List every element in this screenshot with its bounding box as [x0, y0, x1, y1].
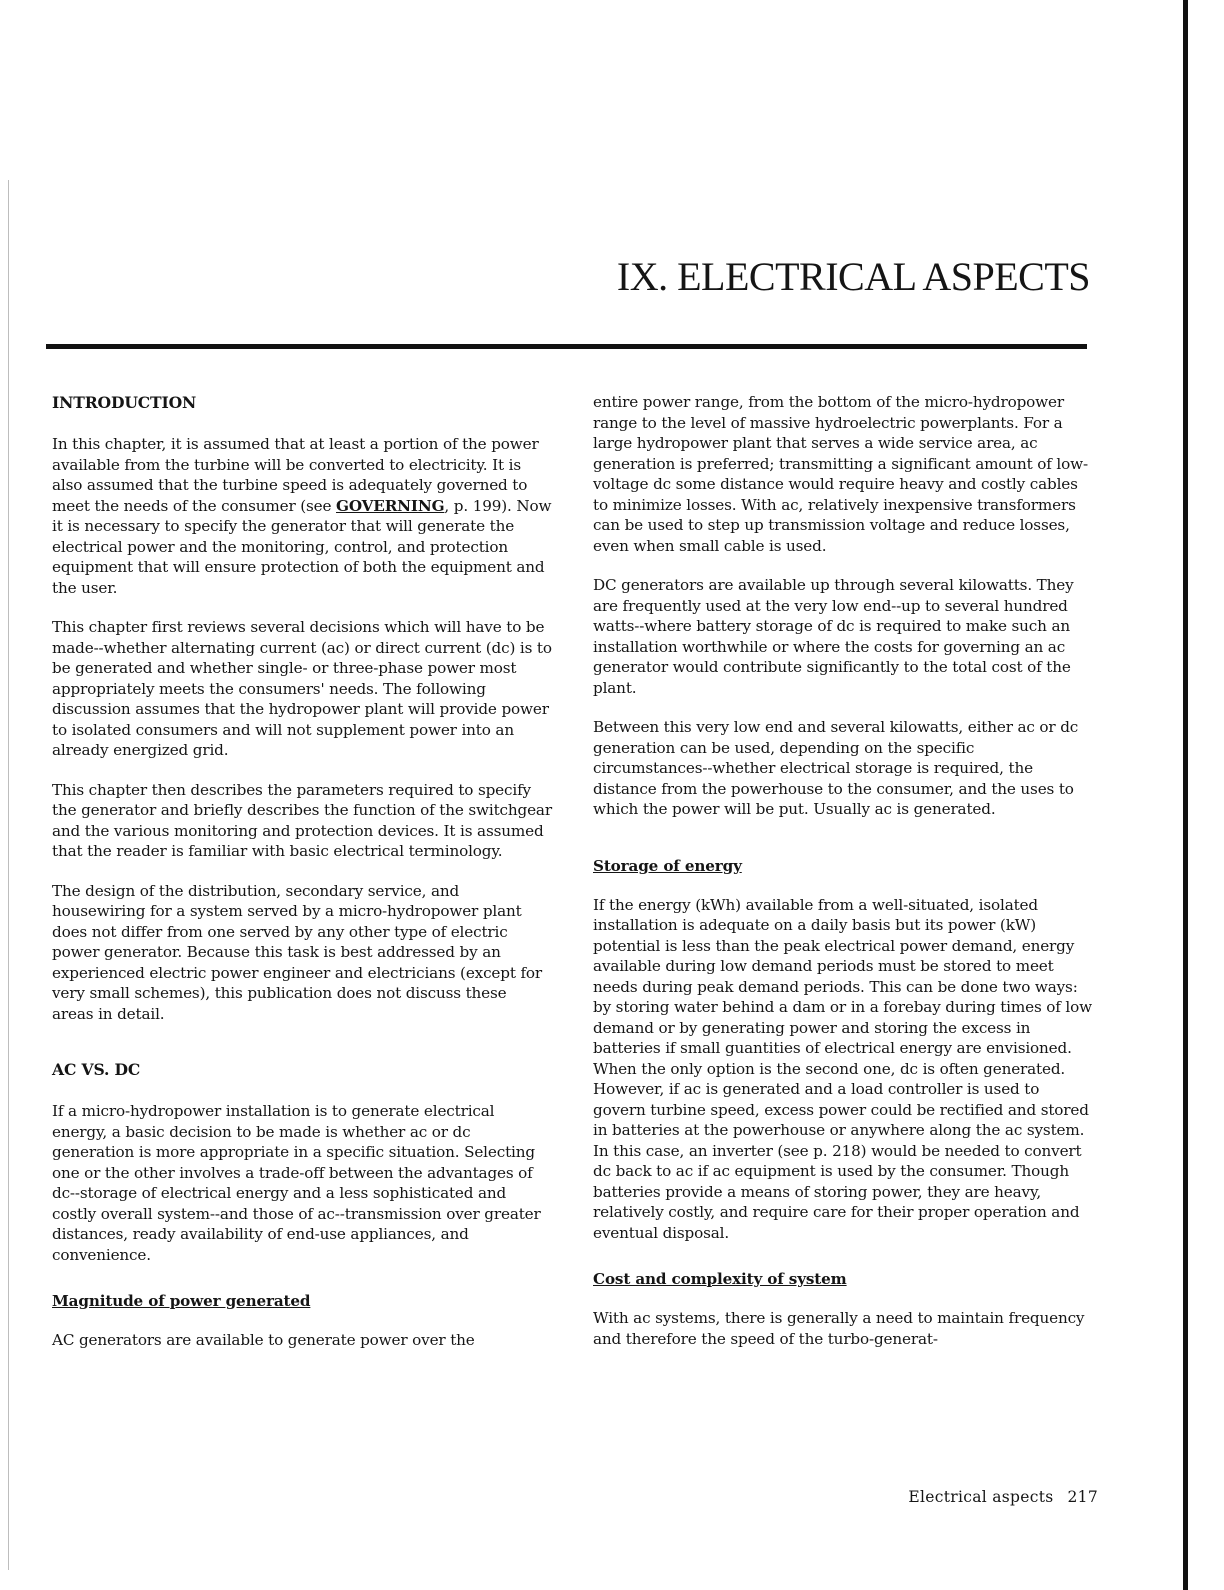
right-paragraph-3: Between this very low end and several kilowatts, either ac or dc generation can be used, depending on the specific circumstances--whether electrical storage is required, the distance from the powerhouse to the consumer, and the uses to which the power will be put. Usually ac is generated. — [593, 718, 1079, 818]
intro-p1-text-b: , p. 199). Now it is necessary to specify the generator that will generate the electrical power and the monitoring, control, and protection equipment that will ensure protection of both the equipment and the user. — [52, 496, 552, 597]
storage-paragraph: If the energy (kWh) available from a well-situated, isolated installation is adequate on a daily basis but its power (kW) potential is less than the peak electrical power demand, energy available during low demand periods must be stored to meet needs during peak demand periods. This can be done two ways: by storing water behind a dam or in a forebay during times of low demand or by generating power and storing the excess in batteries if small guantities of electrical energy are envisioned. When the only option is the second one, dc is often generated. However, if ac is generated and a load controller is used to govern turbine speed, excess power could be rectified and stored in batteries at the powerhouse or anywhere along the ac system. In this case, an inverter (see p. 218) would be needed to convert dc back to ac if ac equipment is used by the consumer. Though batteries provide a means of storing power, they are heavy, relatively costly, and require care for their proper operation and eventual disposal. — [593, 895, 1092, 1242]
ac-vs-dc-heading: AC VS. DC — [52, 1060, 141, 1079]
magnitude-paragraph: AC generators are available to generate power over the — [52, 1331, 475, 1349]
ac-vs-dc-paragraph: If a micro-hydropower installation is to generate electrical energy, a basic decision to be made is whether ac or dc generation is more appropriate in a specific situation. Selecting one or the other involves a trade-off between the advantages of dc--storage of electrical energy and a less sophisticated and costly overall system--and those of ac--transmission over greater distances, ready availability of end-use appliances, and convenience. — [52, 1102, 541, 1264]
right-paragraph-2: DC generators are available up through several kilowatts. They are frequently used at the very low end--up to several hundred watts--where battery storage of dc is required to make such an installation worthwhile or where the costs for governing an ac generator would contribute significantly to the total cost of the plant. — [593, 576, 1074, 697]
magnitude-heading: Magnitude of power generated — [52, 1292, 311, 1310]
right-column — [593, 392, 1093, 1368]
section-gap — [593, 839, 1093, 855]
page-number: 217 — [1067, 1488, 1098, 1506]
cost-heading: Cost and complexity of system — [593, 1270, 847, 1288]
page-footer — [908, 1488, 1098, 1506]
scan-edge-left — [8, 180, 9, 1570]
cost-paragraph: With ac systems, there is generally a need to maintain frequency and therefore the speed of the turbo-generat- — [593, 1309, 1085, 1348]
intro-p1-text-a: In this chapter, it is assumed that at least a portion of the power available from the turbine will be converted to electricity. It is also assumed that the turbine speed is adequately governed to meet the needs of the consumer (see — [52, 435, 539, 515]
right-paragraph-1: entire power range, from the bottom of the micro-hydropower range to the level of massive hydroelectric powerplants. For a large hydropower plant that serves a wide service area, ac generation is preferred; transmitting a significant amount of low-voltage dc some distance would require heavy and costly cables to minimize losses. With ac, relatively inexpensive transformers can be used to step up transmission voltage and reduce losses, even when small cable is used. — [593, 393, 1088, 555]
intro-paragraph-2: This chapter first reviews several decisions which will have to be made--whether alternating current (ac) or direct current (dc) is to be generated and whether single- or three-phase power most appropriately meets the consumers' needs. The following discussion assumes that the hydropower plant will provide power to isolated consumers and will not supplement power into an already energized grid. — [52, 618, 552, 759]
footer-section-label: Electrical aspects — [908, 1488, 1054, 1506]
section-gap — [52, 1043, 552, 1059]
introduction-heading: INTRODUCTION — [52, 393, 197, 412]
governing-reference: GOVERNING — [336, 496, 445, 515]
storage-heading: Storage of energy — [593, 856, 742, 875]
intro-paragraph-1 — [52, 434, 552, 598]
intro-paragraph-4: The design of the distribution, secondary service, and housewiring for a system served by a micro-hydropower plant does not differ from one served by any other type of electric power generator. Because this task is best addressed by an experienced electric power engineer and electricians (except for very small schemes), this publication does not discuss these areas in detail. — [52, 881, 543, 1023]
scan-edge-right — [1183, 0, 1188, 1590]
chapter-title: IX. ELECTRICAL ASPECTS — [616, 254, 1090, 299]
intro-paragraph-3: This chapter then describes the parameters required to specify the generator and briefly describes the function of the switchgear and the various monitoring and protection devices. It is assumed that the reader is familiar with basic electrical terminology. — [52, 780, 552, 860]
left-column — [52, 392, 552, 1370]
title-rule — [46, 344, 1087, 349]
